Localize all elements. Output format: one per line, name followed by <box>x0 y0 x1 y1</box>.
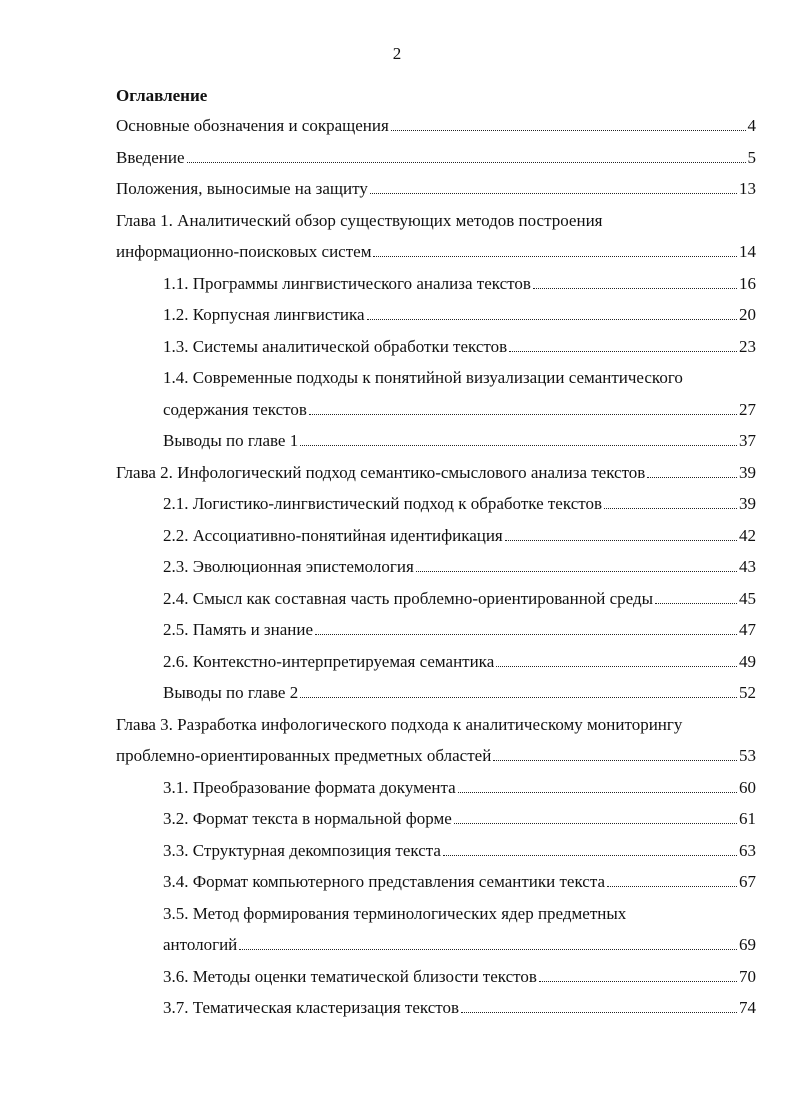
toc-entry <box>0 901 794 933</box>
toc-entry-page: 69 <box>739 935 756 954</box>
dot-leader <box>505 540 737 541</box>
dot-leader <box>300 697 737 698</box>
toc-entry-page: 42 <box>739 525 756 545</box>
toc-entry <box>0 302 794 334</box>
toc-entry <box>0 334 794 366</box>
toc-entry <box>0 145 794 177</box>
dot-leader <box>607 886 737 887</box>
dot-leader <box>370 193 737 194</box>
dot-leader <box>647 477 737 478</box>
toc-entry-page: 70 <box>739 966 756 986</box>
toc-entry-page: 4 <box>747 116 756 135</box>
dot-leader <box>461 1012 737 1013</box>
toc-entry-title: 2.1. Логистико-лингвистический подход к обработке текстов <box>163 494 602 513</box>
toc-entry <box>0 428 794 460</box>
toc-entry-page: 23 <box>739 336 756 356</box>
toc-entry-title: Глава 2. Инфологический подход семантико-смыслового анализа текстов <box>116 462 646 482</box>
toc-entry-page: 43 <box>739 557 756 576</box>
toc-entry-title: 2.2. Ассоциативно-понятийная идентификация <box>163 525 503 545</box>
toc-entry <box>0 649 794 681</box>
toc-entry-title: содержания текстов <box>163 399 307 419</box>
toc-entry <box>0 365 794 397</box>
page-number: 2 <box>392 44 402 63</box>
toc-entry <box>0 743 794 775</box>
toc-entry <box>0 239 794 271</box>
dot-leader <box>315 634 737 635</box>
toc-entry <box>0 554 794 586</box>
toc-entry <box>0 775 794 807</box>
toc-entry-title: Положения, выносимые на защиту <box>116 179 368 198</box>
dot-leader <box>509 351 737 352</box>
toc-entry-page: 60 <box>739 777 756 797</box>
toc-entry <box>0 964 794 996</box>
toc-entry-page: 61 <box>739 809 756 828</box>
toc-entry <box>0 523 794 555</box>
toc-entry-page: 37 <box>739 431 756 450</box>
dot-leader <box>309 414 737 415</box>
toc-entry-title: антологий <box>163 935 238 954</box>
toc-entry-title: Глава 1. Аналитический обзор существующих методов построения <box>116 210 603 230</box>
toc-entry <box>0 838 794 870</box>
toc-entry-title: 3.7. Тематическая кластеризация текстов <box>163 998 460 1017</box>
toc-entry-title: 3.2. Формат текста в нормальной форме <box>163 809 452 828</box>
dot-leader <box>655 603 737 604</box>
toc-entry <box>0 869 794 901</box>
toc-entry-page: 63 <box>739 840 756 860</box>
toc-entry-title: 1.1. Программы лингвистического анализа текстов <box>163 273 531 293</box>
dot-leader <box>373 256 737 257</box>
toc-entry-page: 52 <box>739 683 756 702</box>
toc-entry-title: Основные обозначения и сокращения <box>116 116 389 135</box>
dot-leader <box>539 981 737 982</box>
toc-title: Оглавление <box>116 86 208 105</box>
toc-entry <box>0 712 794 744</box>
dot-leader <box>454 823 737 824</box>
toc-entry <box>0 617 794 649</box>
toc-entry-title: Выводы по главе 2 <box>163 683 299 702</box>
toc-entry-title: 1.2. Корпусная лингвистика <box>163 305 365 324</box>
dot-leader <box>533 288 737 289</box>
table-of-contents <box>0 113 794 1027</box>
dot-leader <box>604 508 737 509</box>
dot-leader <box>239 949 737 950</box>
toc-entry <box>0 995 794 1027</box>
toc-entry-title: 1.3. Системы аналитической обработки текстов <box>163 336 508 356</box>
toc-entry <box>0 806 794 838</box>
toc-entry <box>0 586 794 618</box>
toc-entry-title: Выводы по главе 1 <box>163 431 299 450</box>
toc-entry-title: 3.1. Преобразование формата документа <box>163 777 456 797</box>
toc-entry-page: 13 <box>739 179 756 198</box>
toc-entry-page: 16 <box>739 273 756 293</box>
toc-entry-title: проблемно-ориентированных предметных областей <box>116 746 492 765</box>
toc-entry-title: 3.5. Метод формирования терминологических ядер предметных <box>163 903 627 923</box>
toc-entry-page: 67 <box>739 872 756 891</box>
toc-entry <box>0 176 794 208</box>
toc-entry-title: Введение <box>116 147 185 167</box>
toc-entry-title: 1.4. Современные подходы к понятийной визуализации семантического <box>163 368 683 387</box>
toc-entry-page: 5 <box>747 147 756 167</box>
toc-entry-page: 47 <box>739 620 756 639</box>
toc-entry-title: 2.6. Контекстно-интерпретируемая семантика <box>163 651 495 671</box>
toc-entry-title: 3.6. Методы оценки тематической близости текстов <box>163 966 537 986</box>
dot-leader <box>458 792 737 793</box>
toc-entry <box>0 271 794 303</box>
toc-entry-page: 20 <box>739 305 756 324</box>
toc-entry-page: 53 <box>739 746 756 765</box>
toc-entry-title: 2.3. Эволюционная эпистемология <box>163 557 414 576</box>
toc-entry-page: 74 <box>739 998 756 1017</box>
toc-entry <box>0 113 794 145</box>
toc-entry <box>0 680 794 712</box>
toc-entry-title: 3.3. Структурная декомпозиция текста <box>163 840 441 860</box>
dot-leader <box>496 666 737 667</box>
dot-leader <box>367 319 738 320</box>
toc-entry <box>0 460 794 492</box>
dot-leader <box>300 445 737 446</box>
toc-entry-page: 27 <box>739 399 756 419</box>
dot-leader <box>187 162 746 163</box>
toc-entry <box>0 491 794 523</box>
toc-entry <box>0 208 794 240</box>
toc-entry-page: 45 <box>739 588 756 608</box>
toc-entry-title: информационно-поисковых систем <box>116 242 372 261</box>
toc-entry-page: 14 <box>739 242 756 261</box>
dot-leader <box>493 760 737 761</box>
toc-entry-page: 49 <box>739 651 756 671</box>
toc-entry <box>0 397 794 429</box>
toc-entry-page: 39 <box>739 494 756 513</box>
toc-entry <box>0 932 794 964</box>
toc-entry-title: 2.4. Смысл как составная часть проблемно-ориентированной среды <box>163 588 654 608</box>
dot-leader <box>416 571 737 572</box>
toc-entry-title: Глава 3. Разработка инфологического подхода к аналитическому мониторингу <box>116 714 683 734</box>
dot-leader <box>391 130 746 131</box>
toc-entry-title: 2.5. Память и знание <box>163 620 314 639</box>
dot-leader <box>443 855 737 856</box>
toc-entry-page: 39 <box>739 462 756 482</box>
toc-entry-title: 3.4. Формат компьютерного представления семантики текста <box>163 872 606 891</box>
